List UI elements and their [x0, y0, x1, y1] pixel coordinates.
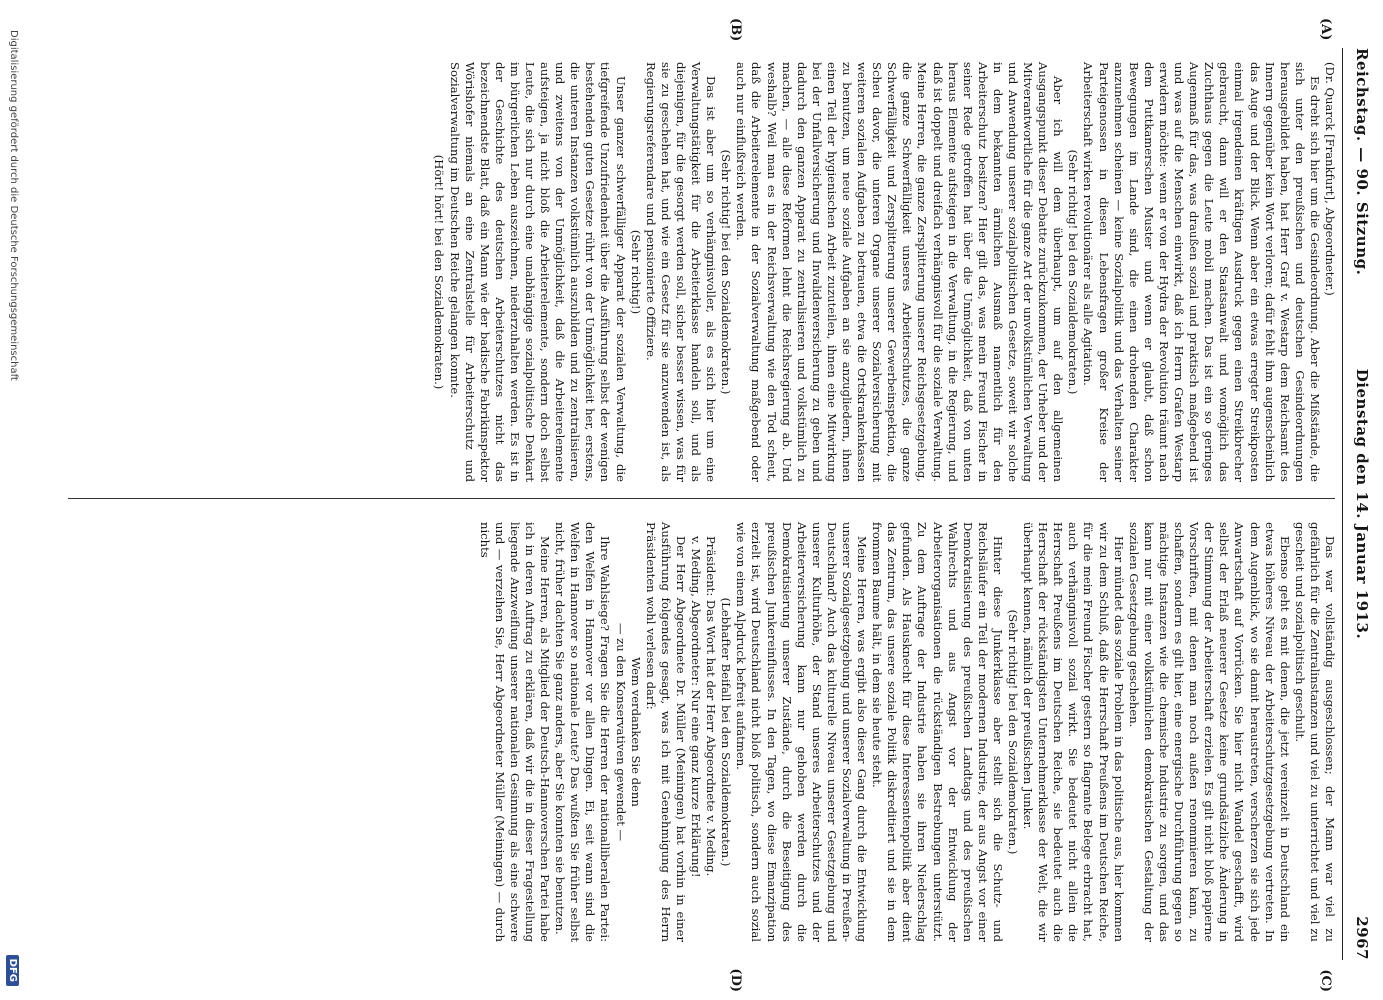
paragraph: Es dreht sich hier um die Gesindeordnung. Aber die Mißstände, die sich unter den preußischen und deutschen Gesindeordnungen herausgebildet haben, hat Herr Graf v. Westarp dem Reichsamt des Innern gegenüber kein Wort verloren; dafür fehlt ihm augenscheinlich das Auge und der Blick. Wenn aber ein etwas erregter Streikposten einmal irgendeinen kräftigen Ausdruck gegen einen Streikbrecher gebraucht, dann will er den Staatsanwalt und womöglich das Zuchthaus gegen die Leute mobil machen. Das ist ein so geringes Augenmaß für das, was draußen sozial und praktisch maßgebend ist und was auf die Menschen einwirkt, daß ich Herrn Grafen Westarp erwidern möchte: wenn er von der Hydra der Revolution träumt nach dem Puttkamerschen Muster und wenn er glaubt, daß schon Bewegungen im Lande sind, die einen drohenden Charakter anzunehmen scheinen — keine Sozialpolitik und das Verhalten seiner Parteigenossen in diesen Lebensfragen großer Kreise der Arbeiterschaft wirken revolutionärer als alle Agitation.	[1081, 62, 1322, 482]
paragraph: Das war vollständig ausgeschlossen; der Mann war viel zu gefährlich für die Zentralinstanzen und viel zu unterrichtet und viel zu gescheit und sozialpolitisch geschult.	[1292, 522, 1337, 942]
interjection: (Sehr richtig!)	[628, 229, 643, 315]
left-column	[431, 62, 1337, 482]
page-header	[1341, 48, 1371, 960]
interjection: (Hört! hört! bei den Sozialdemokraten.)	[432, 154, 447, 390]
interjection: (Sehr richtig! bei den Sozialdemokraten.)	[1006, 609, 1021, 855]
page-number: 2967	[1353, 916, 1371, 960]
interjection: (Sehr richtig! bei den Sozialdemokraten.)	[719, 149, 734, 395]
paragraph: Präsident: Das Wort hat der Herr Abgeordnete v. Meding.	[704, 536, 719, 877]
interjection: (Sehr richtig! bei den Sozialdemokraten.)	[1066, 149, 1081, 395]
paragraph: Ebenso geht es mit denen, die jetzt vereinzelt in Deutschland ein etwas höheres Niveau der Arbeiterschutzgesetzgebung vertreten. In dem Augenblick, wo sie damit heraustreten, verscherzen sie sich jede Anwartschaft auf Vorrücken. Sie hier nicht Wandel geschafft, wird selbst der Erlaß neuerer Gesetze keine grundsätzliche Änderung in der Stimmung der Arbeiterschaft erzielen. Es gilt nicht bloß papierne Vorschriften, mit denen man noch außen renommieren kann, zu schaffen, sondern es gilt hier, eine energische Durchführung gegen so mächtige Instanzen wie die chemische Industrie zu sorgen, und das kann nur mit einer volkstümlichen demokratischen Gestaltung der sozialen Gesetzgebung geschehen.	[1126, 522, 1292, 942]
interjection: (Lebhafter Beifall bei den Sozialdemokraten.)	[719, 597, 734, 867]
paragraph: Das ist aber um so verhängnisvoller, als es sich hier um eine Verwaltungstätigkeit für die Arbeiterklasse handeln soll, und als diejenigen, für die gesorgt werden soll, sicher besser wissen, was für sie zu geschehen hat, und wie ein Gesetz für sie anzuwenden ist, als Regierungsreferendare und pensionierte Offiziere.	[643, 62, 719, 482]
paragraph: Hinter diese Junkerklasse aber stellt sich die Schutz- und Reichsläufer ein Teil der modernen Industrie, der aus Angst vor einer Demokratisierung des preußischen Landtags und des preußischen Wahlrechts und aus Angst vor der Entwicklung der Arbeiterorganisationen die rückständigen Bestrebungen unterstützt. Zu dem Auftrage der Industrie haben sie ihren Niederschlag gefunden. Als Hausknecht für diese Interessentenpolitik aber dient das Zentrum, das unsere soziale Politik diskreditiert und sie in dem frommen Baume hält, in dem sie heute steht.	[870, 522, 1005, 942]
paragraph: Der Herr Abgeordnete Dr. Müller (Meiningen) hat vorhin in einer Ausführung folgendes gesagt, was ich mit Genehmigung des Herrn Präsidenten wohl verlesen darf:	[643, 522, 688, 942]
right-column	[477, 522, 1337, 942]
speaker-note: (Dr. Quarck [Frankfurt], Abgeordneter.)	[1323, 62, 1337, 296]
paragraph: Unser ganzer schwerfälliger Apparat der sozialen Verwaltung, die tiefgreifende Unzufriedenheit über die Ausführung selbst der wenigen bestehenden guten Gesetze rührt von der Unmöglichkeit her, erstens, die unteren Instanzen volkstümlich auszubilden und zu zentralisieren, und zweitens von der Unmöglichkeit, daß die Arbeiterelemente aufsteigen, ja nicht bloß die Arbeiterelemente, sondern doch selbst Leute, die sich nur durch eine unabhängige sozialpolitische Denkart im bürgerlichen Leben auszeichnen, niederzuhalten werden. Es ist in der Geschichte des deutschen Arbeiterschutzes nicht das bezeichnendste Blatt, daß ein Mann wie der badische Fabrikinspektor Wörishofer niemals an eine Zentralstelle für Arbeiterschutz und Sozialverwaltung im Deutschen Reiche gelangen konnte.	[447, 62, 628, 482]
margin-marker-b: (B)	[728, 18, 743, 42]
header-rule	[1342, 48, 1343, 960]
paragraph: Meine Herren, was ergibt also dieser Gang durch die Entwicklung unserer Sozialgesetzgebung und unserer Sozialverwaltung in Preußen-Deutschland? Auch das kulturelle Niveau unserer Gesetzgebung und unserer Kulturhöhe, der Stand unseres Arbeiterschutzes und der Arbeiterversicherung kann nur gehoben werden durch die Demokratisierung unserer Zustände, durch die Beseitigung des preußischen Junkereinflusses. In den Tagen, wo diese Emanzipation erzielt ist, wird Deutschland nicht bloß politisch, sondern auch sozial wie von einem Alpdruck befreit aufatmen.	[734, 522, 870, 942]
digitization-credit: Digitalisierung gefördert durch die Deutsche Forschungsgemeinschaft	[8, 30, 19, 381]
paragraph: v. Meding, Abgeordneter: Nur eine ganz kurze Erklärung!	[689, 536, 704, 878]
stage-direction: — zu den Konservativen gewendet —	[613, 622, 628, 842]
paragraph: Hier mündet das soziale Problem in das politische aus, hier kommen wir zu dem Schluß, daß die Herrschaft Preußens im Deutschen Reiche, für die mein Freund Fischer gestern so flagrante Belege erbracht hat, auch verhängnisvoll sozial wirkt. Sie bedeutet nicht allein die Herrschaft Preußens im Deutschen Reiche, sie bedeutet auch die Herrschaft der rückständigsten Unternehmerklasse der Welt, die wir überhaupt kennen, nämlich der preußischen Junker.	[1021, 522, 1126, 943]
quotation: Wem verdanken Sie denn	[628, 657, 643, 807]
dfg-logo: DFG	[6, 955, 19, 986]
margin-marker-c: (C)	[1318, 969, 1333, 992]
paragraph: Meine Herren, als Mitglied der Deutsch-Hannoverschen Partei habe ich in deren Auftrag zu erklären, daß wir die in dieser Fragestellung liegende Anzweiflung unserer nationalen Gesinnung als eine schwere und — verzeihen Sie, Herr Abgeordneter Müller (Meiningen) — durch nichts	[477, 522, 553, 942]
header-title: Reichstag. — 90. Sitzung.	[1353, 48, 1371, 276]
header-date: Dienstag den 14. Januar 1913.	[1353, 368, 1371, 640]
column-divider	[68, 498, 1335, 499]
margin-marker-a: (A)	[1318, 18, 1333, 41]
quotation: Ihre Wahlsiege? Fragen Sie die Herren der nationalliberalen Partei: den Welfen in Hannover vor allen Dingen. Ei, seit wann sind die Welfen in Hannover so nationale Leute? Das wußten Sie früher selbst nicht, früher dachten Sie ganz anders, aber Sie konnten sie benutzen.	[553, 522, 613, 942]
margin-marker-d: (D)	[728, 968, 743, 992]
paragraph: Aber ich will dem überhaupt, um auf den allgemeinen Ausgangspunkt dieser Debatte zurückzukommen, der Urheber und der Mitverantwortliche für die ganze Art der unvolkstümlichen Verwaltung und Anwendung unserer sozialpolitischen Gesetze, soweit wir solche in dem bekannten ärmlichen Ausmaß namentlich für den Arbeiterschutz besitzen? Hier gilt das, was mein Freund Fischer in seiner Rede getroffen hat über die Unmöglichkeit, daß von unten heraus Elemente aufsteigen in die Verwaltung, in die Regierung, und daß ist doppelt und dreifach verhängnisvoll für die soziale Verwaltung. Meine Herren, die ganze Zersplitterung unserer Reichsgesetzgebung, die ganze Schwerfälligkeit unseres Arbeiterschutzes, die ganze Schwerfälligkeit und Zersplitterung unserer Gewerbeinspektion, die Scheu davor, die unteren Organe unserer Sozialversicherung mit weiteren sozialen Aufgaben zu betrauen, etwa die Ortskrankenkassen zu benutzen, um neue soziale Aufgaben an sie anzugliedern, ihnen einen Teil der hygienischen Arbeit zuzuteilen, ihnen eine Mitwirkung bei der Unfallversicherung und Invalidenversicherung zu geben und dadurch den ganzen Apparat zu zentralisieren und volkstümlich zu machen, — alle diese Reformen lehnt die Reichsregierung ab. Und weshalb? Weil man es in der Reichsverwaltung wie den Tod scheut, daß die Arbeiterelemente in der Sozialverwaltung maßgebend oder auch nur einflußreich werden.	[734, 62, 1066, 482]
